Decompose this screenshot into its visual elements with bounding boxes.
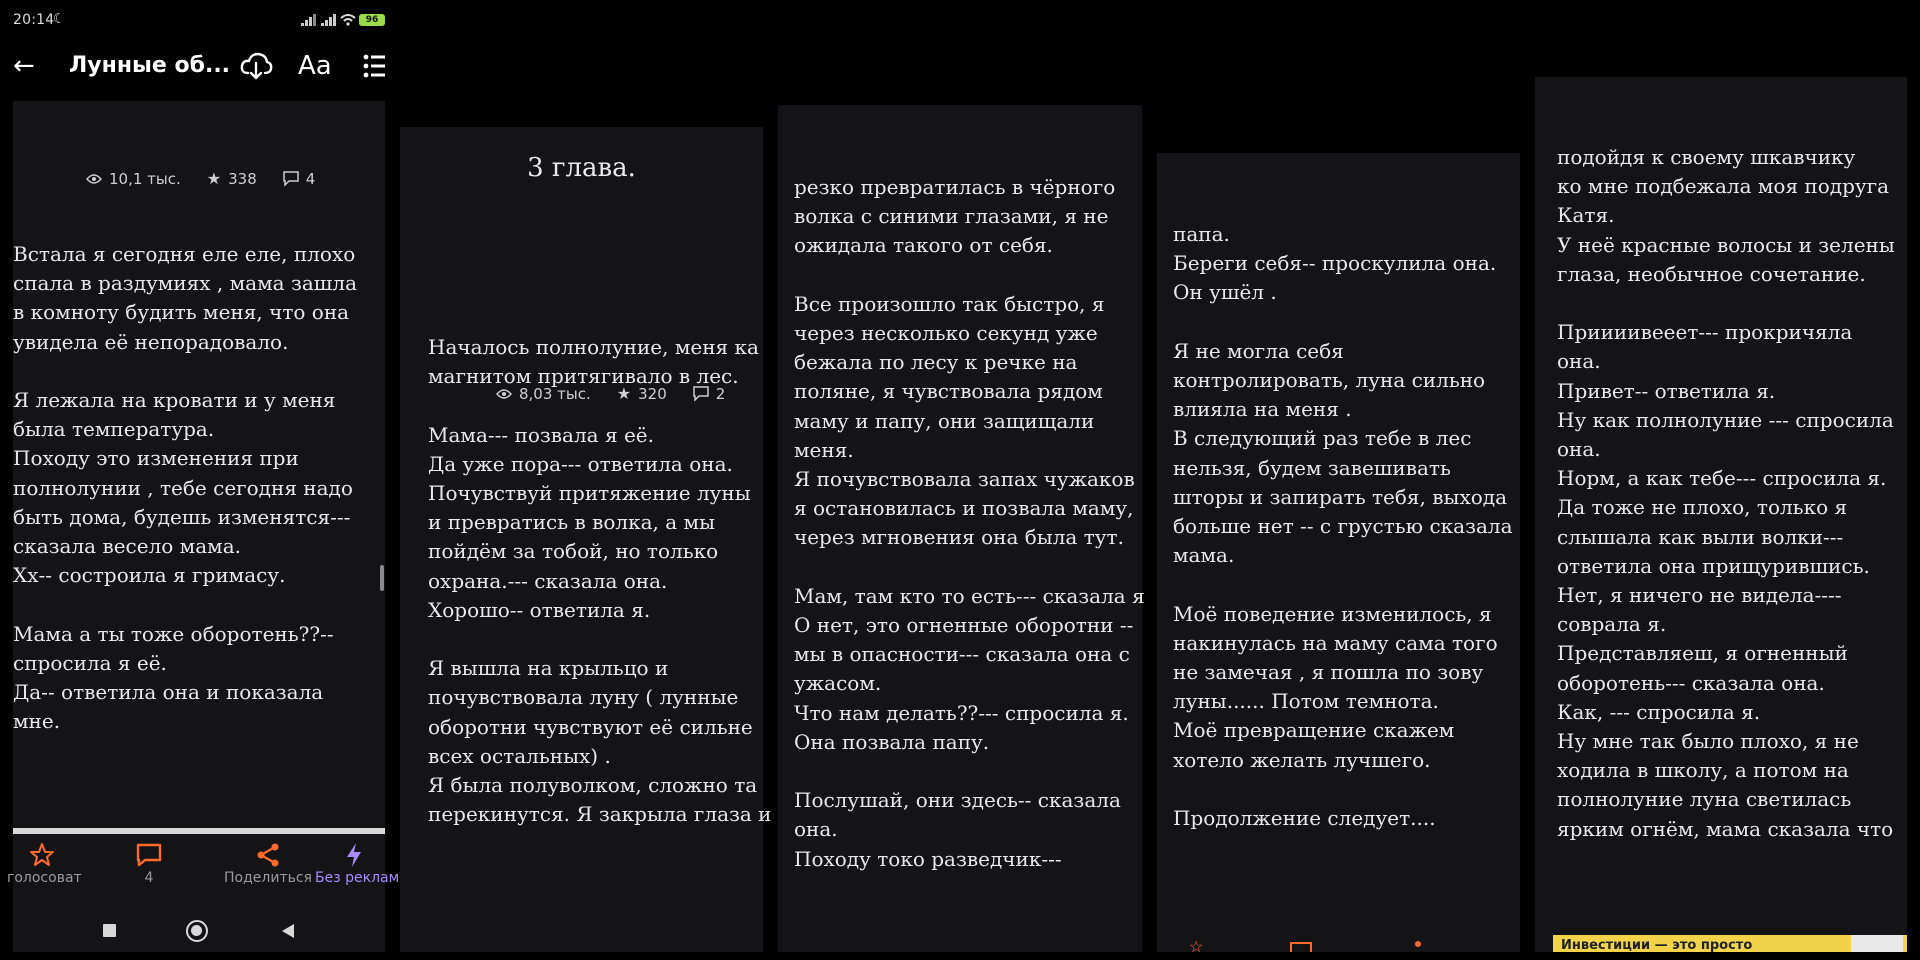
star-icon: ★ <box>616 384 632 403</box>
do-not-disturb-icon: ☾ <box>53 11 66 27</box>
share-icon <box>1415 941 1421 947</box>
stars-count: 338 <box>228 169 257 188</box>
comment-bubble-icon <box>1290 942 1312 952</box>
table-of-contents-icon[interactable] <box>363 53 385 79</box>
comments-stat <box>283 170 316 188</box>
comments-button[interactable] <box>129 840 169 886</box>
scrollbar-thumb[interactable] <box>380 565 384 591</box>
views-stat <box>86 170 181 188</box>
chapter-title: 3 глава. <box>527 153 636 183</box>
chapter-text: подойдя к своему шкавчику ко мне подбежала моя подруга Катя. У неё красные волосы и зелены глаза, необычное сочетание. Приииивееет--- прокричяла она. Привет-- ответила я. Ну как полнолуние --- спросила она. Норм, а как тебе--- спросила я. Да тоже не плохо, только я слышала как выли волки--- ответила она прищурившись. Нет, я ничего не видела---- соврала я. Представляеш, я огненный оборотень--- сказала она. Как, --- спросила я. Ну мне так было плохо, я не ходила в школу, а потом на полнолуние луна светилась ярким огнём, мама сказала что <box>1557 145 1895 841</box>
system-back-button[interactable] <box>281 923 295 939</box>
bottom-bar-peek <box>1157 937 1520 956</box>
chapter-text: папа. Береги себя-- проскулила она. Он ушёл . Я не могла себя контролировать, луна сильно влияла на меня . В следующий раз тебе в лес нельзя, будем завешивать шторы и запирать тебя, выхода больше нет -- с грустью сказала мама. Моё поведение изменилось, я накинулась на маму сама того не замечая , я пошла по зову луны...... Потом темнота. Моё превращение скажем хотело желать лучшего. Продолжение следует.... <box>1173 222 1513 831</box>
reader-page-2 <box>400 127 772 952</box>
advertisement-banner[interactable] <box>1553 935 1907 952</box>
reader-page-4 <box>1157 153 1520 956</box>
back-arrow-icon[interactable]: ← <box>13 51 35 81</box>
star-icon: ★ <box>206 169 222 188</box>
signal-icon <box>301 14 317 26</box>
comment-icon <box>283 171 299 186</box>
status-bar <box>13 0 385 33</box>
comment-bubble-icon <box>135 842 163 868</box>
bottom-action-bar <box>7 828 400 904</box>
reader-page-3 <box>778 105 1145 952</box>
download-cloud-icon[interactable] <box>239 49 273 83</box>
battery-indicator: 96 <box>359 14 385 26</box>
comments-count: 2 <box>715 384 726 403</box>
comments-count-label: 4 <box>144 870 154 886</box>
share-button[interactable] <box>208 840 328 886</box>
views-count: 10,1 тыс. <box>109 169 181 188</box>
wifi-icon <box>340 14 356 26</box>
stars-count: 320 <box>638 384 667 403</box>
star-outline-icon <box>29 842 55 868</box>
chapter-stats <box>86 169 315 188</box>
eye-icon <box>86 173 102 185</box>
no-ads-label: Без реклам <box>315 870 400 886</box>
vote-label: голосоват <box>7 870 82 886</box>
ad-text: Инвестиции — это просто <box>1561 938 1753 953</box>
star-outline-icon: ☆ <box>1189 937 1204 956</box>
reader-page-1 <box>7 0 400 952</box>
recent-apps-button[interactable] <box>103 924 116 937</box>
status-time: 20:14 <box>13 12 55 28</box>
app-bar <box>13 33 385 101</box>
reader-page-5 <box>1535 77 1907 952</box>
stars-stat <box>207 169 257 188</box>
views-count: 8,03 тыс. <box>519 384 591 403</box>
story-title: Лунные об... <box>69 53 231 78</box>
share-icon <box>255 842 281 868</box>
chapter-text: Началось полнолуние, меня ка магнитом притягивало в лес. Мама--- позвала я её. Да уже пора--- ответила она. Почувствуй притяжение луны и превратись в волка, а мы пойдём за тобой, но только охрана.--- сказала она. Хорошо-- ответила я. Я вышла на крыльцо и почувствовала луну ( лунные оборотни чувствуют её сильне всех остальных) . Я была полуволком, сложно та перекинутся. Я закрыла глаза и <box>428 335 772 827</box>
vote-button[interactable] <box>7 840 82 886</box>
share-label: Поделиться <box>224 870 312 886</box>
chapter-text: резко превратилась в чёрного волка с синими глазами, я не ожидала такого от себя. Все произошло так быстро, я через несколько секунд уже бежала по лесу к речке на поляне, я чувствовала рядом маму и папу, они защищали меня. Я почувствовала запах чужаков я остановилась и позвала маму, через мгновения она была тут. Мам, там кто то есть--- сказала я О нет, это огненные оборотни -- мы в опасности--- сказала она с ужасом. Что нам делать??--- спросила я. Она позвала папу. Послушай, они здесь-- сказала она. Походу токо разведчик--- <box>794 175 1145 871</box>
signal-icon-2 <box>321 14 337 26</box>
comments-count: 4 <box>305 169 316 188</box>
lightning-icon <box>345 842 363 868</box>
ad-image <box>1851 935 1903 952</box>
font-settings-button[interactable]: Aa <box>298 51 332 81</box>
system-nav-bar <box>13 904 385 952</box>
chapter-text: Встала я сегодня еле еле, плохо спала в раздумиях , мама зашла в комноту будить меня, что она увидела её непорадовало. Я лежала на кровати и у меня была температура. Походу это изменения при полнолунии , тебе сегодня надо быть дома, будешь изменятся--- сказала весело мама. Хх-- состроила я гримасу. Мама а ты тоже оборотень??-- спросила я её. Да-- ответила она и показала мне. <box>13 242 358 734</box>
home-button[interactable] <box>186 920 208 942</box>
